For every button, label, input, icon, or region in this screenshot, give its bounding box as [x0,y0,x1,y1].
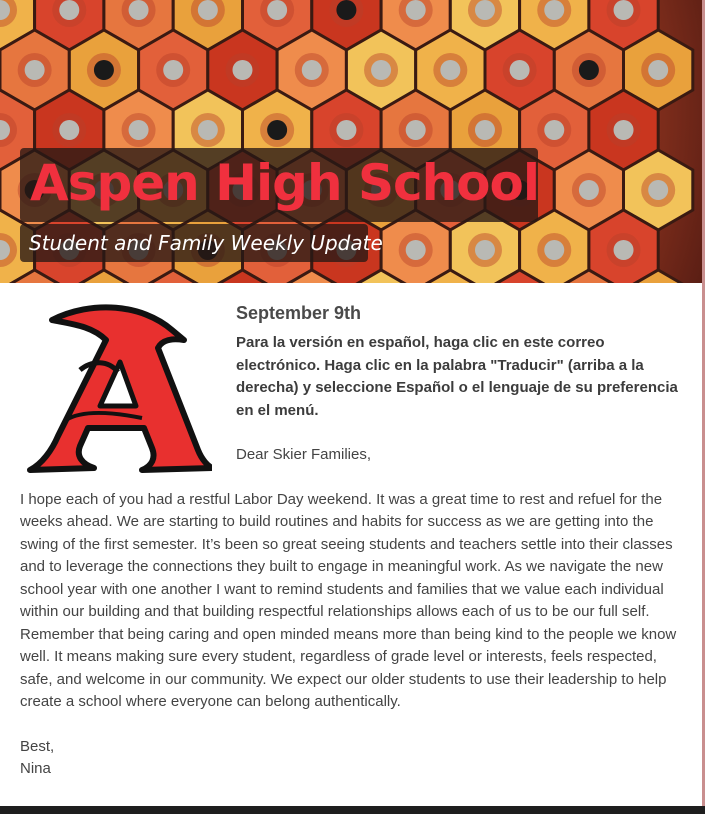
newsletter-date: September 9th [236,303,362,323]
body-paragraph: I hope each of you had a restful Labor Day weekend. It was a great time to rest and refuel for the weeks ahead. We are starting to build routines and habits for success as we are getting into the swing of the first semester. It’s been so great seeing students and teachers settle into their classes and to leverage the connections they built to engage in meaningful work. As we navigate the new school year with one another I want to remind students and families that we value each individual within our building and that building respectful relationships allows each of us to be our full self. Remember that being caring and open minded means more than being kind to the people we know well. It means making sure every student, regardless of grade level or interests, feels respected, safe, and welcome in our community. We expect our older students to use their leadership to help create a school where everyone can belong authentically. [20,490,677,710]
greeting: Dear Skier Families, [236,446,372,463]
school-title: Aspen High School [30,154,540,212]
signature: Nina [20,760,51,777]
newsletter-content [20,300,682,781]
header-banner [0,0,702,283]
closing: Best, [20,737,55,755]
newsletter-subtitle: Student and Family Weekly Update [29,231,383,255]
spanish-translation-notice: Para la versión en español, haga clic en este correo electrónico. Haga clic en la palabra "Traducir" (arriba a la derecha) y seleccione Español o el lenguaje de su preferencia en el menú. [236,334,678,419]
window-bottom-bar [0,806,705,814]
